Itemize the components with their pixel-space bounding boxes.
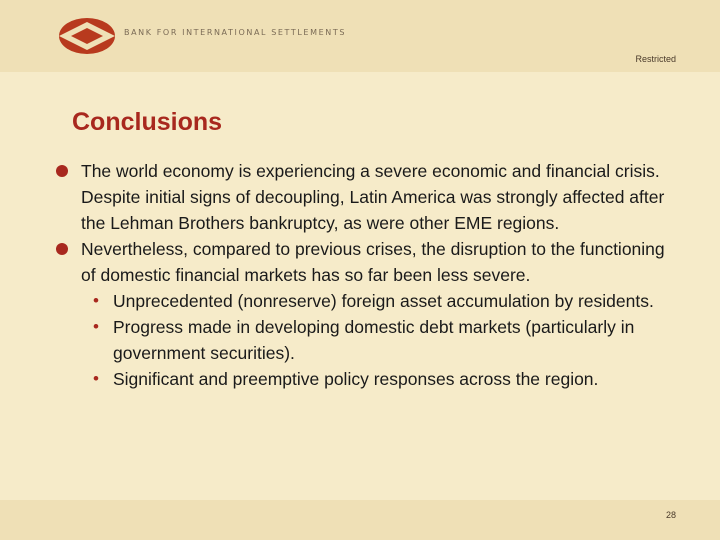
sub-bullet-item [56, 314, 676, 366]
sub-bullet-text: Progress made in developing domestic debt markets (particularly in government securities). [113, 317, 635, 363]
slide-title: Conclusions [72, 108, 223, 136]
organization-name: BANK FOR INTERNATIONAL SETTLEMENTS [124, 28, 346, 37]
classification-label: Restricted [635, 54, 676, 64]
sub-bullet-icon: • [93, 369, 99, 388]
header-band [0, 0, 720, 72]
bullet-icon [56, 243, 68, 255]
sub-bullet-item [56, 288, 676, 314]
bullet-icon [56, 165, 68, 177]
footer-band [0, 500, 720, 540]
sub-bullet-icon: • [93, 291, 99, 310]
bis-logo [58, 16, 116, 56]
page-number: 28 [665, 510, 676, 520]
sub-bullet-text: Unprecedented (nonreserve) foreign asset accumulation by residents. [113, 291, 654, 311]
sub-bullet-icon: • [93, 317, 99, 336]
bullet-text: Nevertheless, compared to previous crises, the disruption to the functioning of domestic financial markets has so far been less severe. [81, 239, 665, 285]
slide-body [56, 158, 676, 392]
sub-bullet-item [56, 366, 676, 392]
bullet-text: The world economy is experiencing a severe economic and financial crisis. Despite initial signs of decoupling, Latin America was strongly affected after the Lehman Brothers bankruptcy, as were other EME regions. [81, 161, 665, 233]
bullet-item [56, 158, 676, 236]
sub-bullet-text: Significant and preemptive policy responses across the region. [113, 369, 599, 389]
bullet-item [56, 236, 676, 288]
